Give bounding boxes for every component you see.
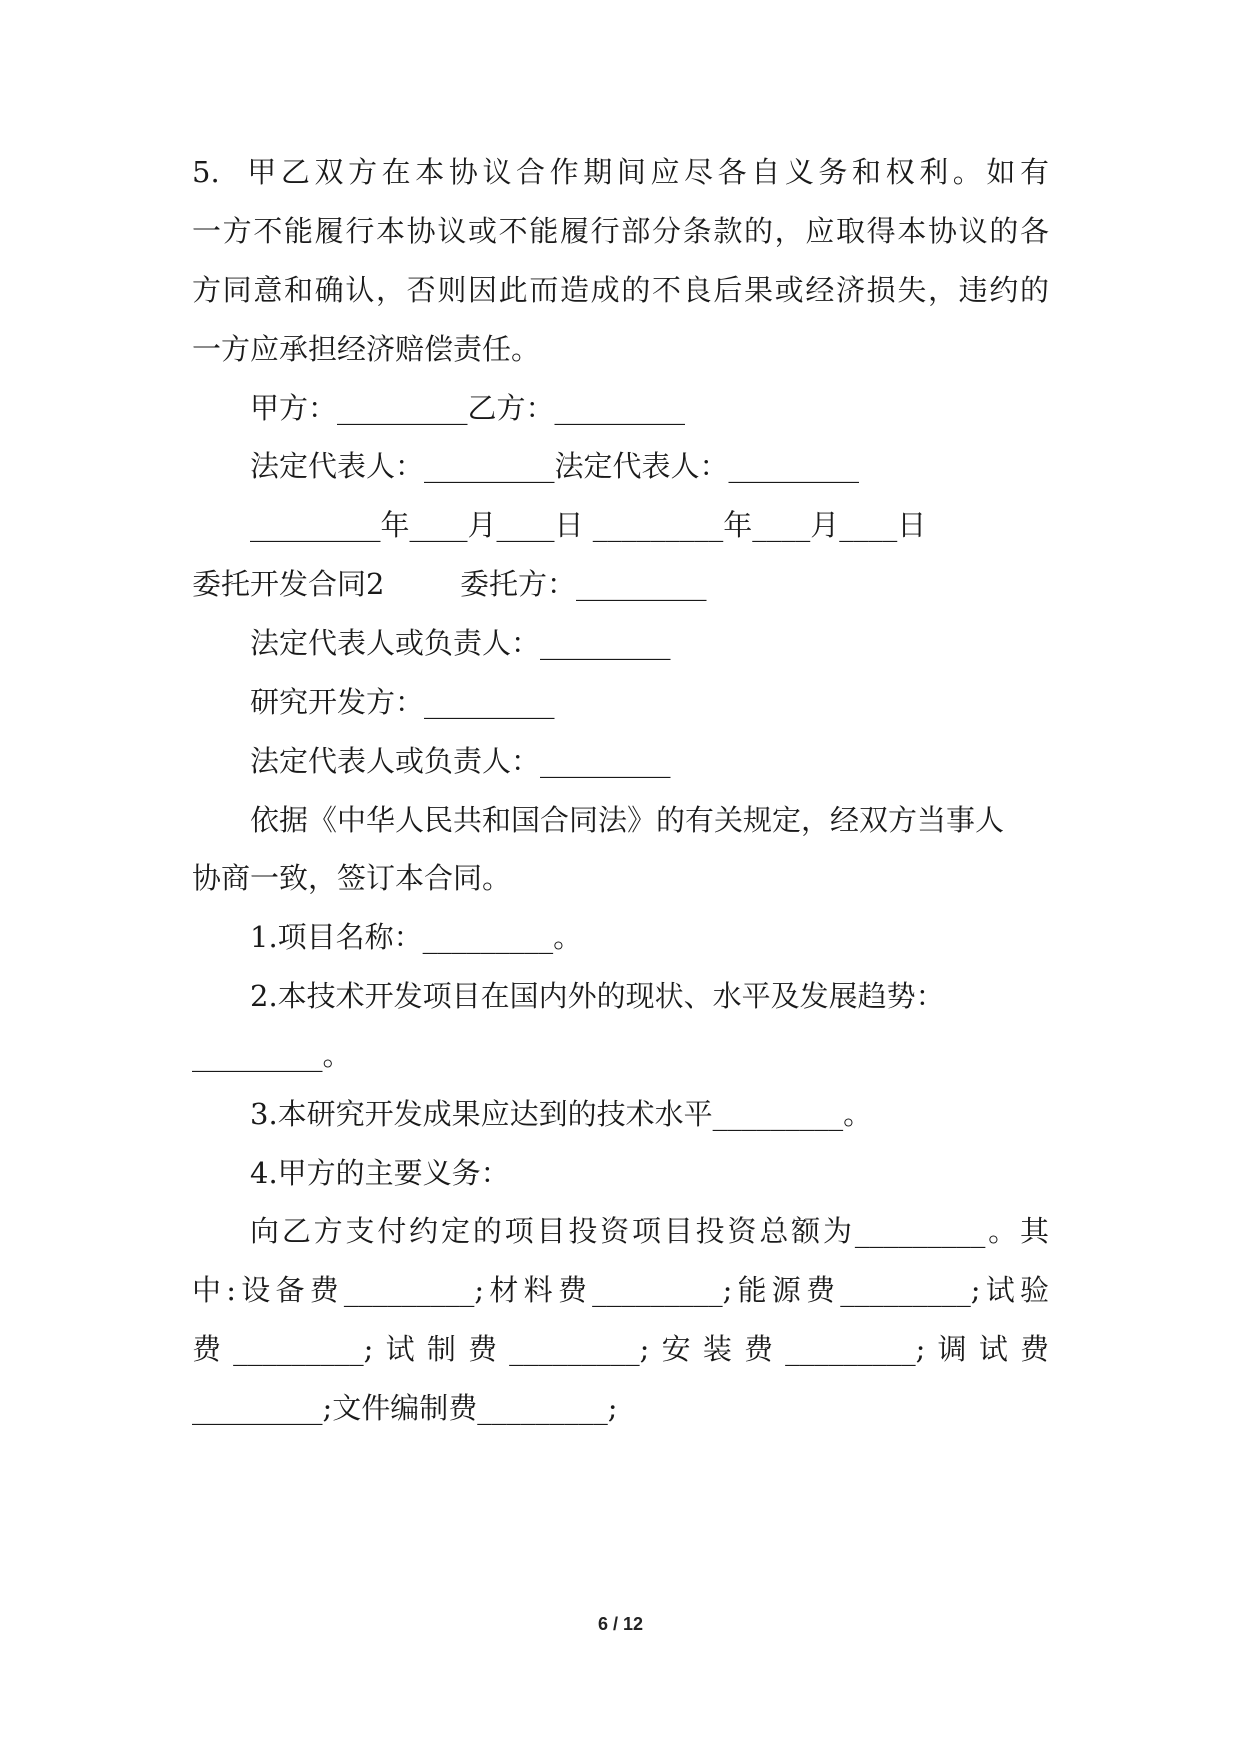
item-2-cont: _________。 <box>192 1038 352 1072</box>
date-line: _________年____月____日 _________年____月____日 <box>250 508 927 542</box>
basis-line-1: 依据《中华人民共和国合同法》的有关规定，经双方当事人 <box>250 803 1005 837</box>
obligation-line-4: _________;文件编制费_________; <box>192 1391 618 1425</box>
contract-title: 委托开发合同2 <box>192 567 385 601</box>
text-line-3: 方同意和确认，否则因此而造成的不良后果或经济损失，违约的 <box>192 273 1049 307</box>
item-4: 4.甲方的主要义务： <box>250 1156 510 1190</box>
text-line-2: 一方不能履行本协议或不能履行部分条款的，应取得本协议的各 <box>192 214 1049 248</box>
client-line: 委托方：_________ <box>460 567 707 601</box>
text-line-1: 5. 甲乙双方在本协议合作期间应尽各自义务和权利。如有 <box>192 155 1049 189</box>
basis-line-2: 协商一致，签订本合同。 <box>192 861 512 895</box>
text-line-4: 一方应承担经济赔偿责任。 <box>192 332 541 366</box>
obligation-line-1: 向乙方支付约定的项目投资项目投资总额为_________。其 <box>250 1214 1049 1248</box>
developer-rep-line: 法定代表人或负责人：_________ <box>250 744 671 778</box>
developer-line: 研究开发方：_________ <box>250 685 555 719</box>
obligation-line-3: 费_________;试制费_________;安装费_________;调试费 <box>192 1332 1049 1366</box>
party-line: 甲方：_________乙方：_________ <box>250 391 686 425</box>
item-3: 3.本研究开发成果应达到的技术水平_________。 <box>250 1097 873 1131</box>
obligation-line-2: 中:设备费_________;材料费_________;能源费_________;试验 <box>192 1273 1049 1307</box>
item-2: 2.本技术开发项目在国内外的现状、水平及发展趋势： <box>250 979 945 1013</box>
legal-rep-line: 法定代表人：_________法定代表人：_________ <box>250 449 860 483</box>
page-number: 6 / 12 <box>597 1614 644 1634</box>
item-1: 1.项目名称：_________。 <box>250 920 583 954</box>
client-rep-line: 法定代表人或负责人：_________ <box>250 626 671 660</box>
